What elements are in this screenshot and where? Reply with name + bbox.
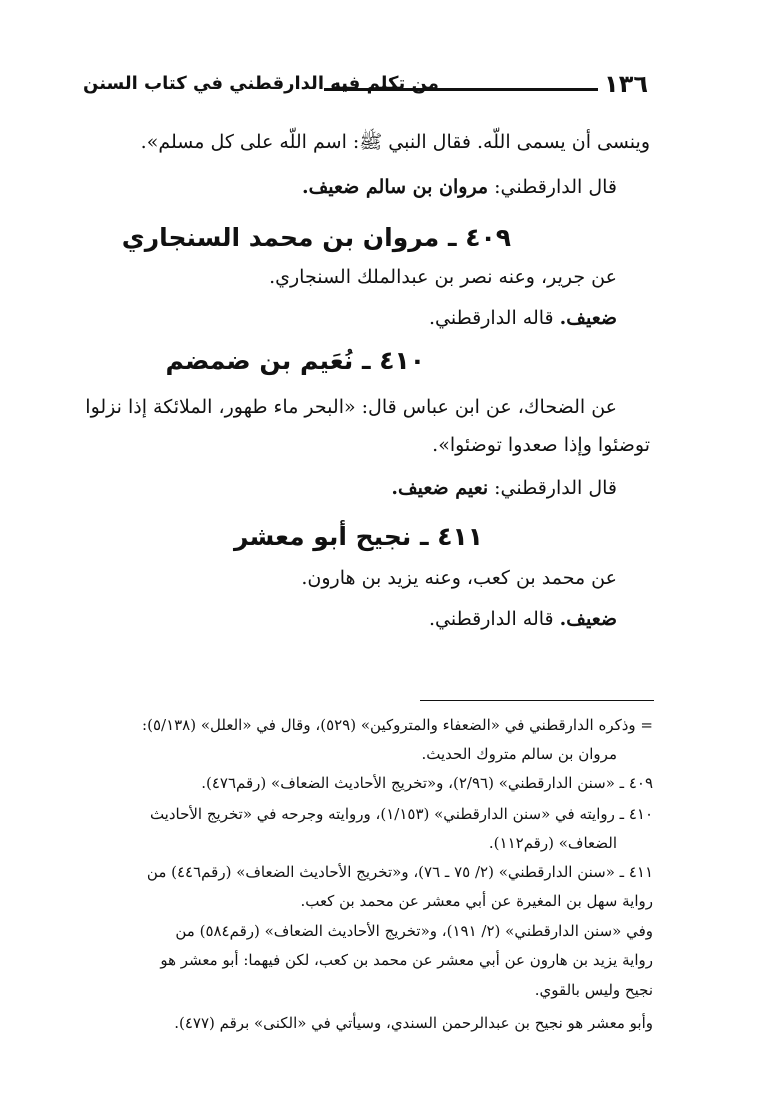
footnote-rule <box>420 700 654 701</box>
entry-411-heading: ٤١١ ـ نجيح أبو معشر <box>234 522 483 551</box>
footnote-411-line-4: رواية يزيد بن هارون عن أبي معشر عن محمد بن كعب، لكن فيهما: أبو معشر هو <box>160 951 653 969</box>
footnote-410-line-1: ٤١٠ ـ روايته في «سنن الدارقطني» (١/١٥٣)، وروايته وجرحه في «تخريج الأحاديث <box>149 805 653 823</box>
footnote-continuation-2: مروان بن سالم متروك الحديث. <box>421 745 617 763</box>
entry-409-text: عن جرير، وعنه نصر بن عبدالملك السنجاري. <box>269 266 617 288</box>
entry-411-verdict <box>429 608 617 630</box>
entry-411-verdict-rest: قاله الدارقطني. <box>428 608 560 630</box>
footnote-411-line-3: وفي «سنن الدارقطني» (٢/ ١٩١)، و«تخريج الأحاديث الضعاف» (رقم٥٨٤) من <box>175 922 653 940</box>
footnote-411-line-6: وأبو معشر هو نجيح بن عبدالرحمن السندي، وسيأتي في «الكنى» برقم (٤٧٧). <box>174 1014 653 1032</box>
entry-409-verdict <box>429 307 617 329</box>
entry-409-heading: ٤٠٩ ـ مروان بن محمد السنجاري <box>121 223 511 252</box>
footnote-continuation-1: = وذكره الدارقطني في «الضعفاء والمتروكين» (٥٢٩)، وقال في «العلل» (٥/١٣٨): <box>142 716 653 734</box>
footnote-410-line-2: الضعاف» (رقم١١٢). <box>488 834 617 852</box>
footnote-411-line-5: نجيح وليس بالقوي. <box>534 981 653 999</box>
entry-410-heading: ٤١٠ ـ نُعَيم بن ضمضم <box>165 346 425 375</box>
entry-409-verdict-rest: قاله الدارقطني. <box>428 307 560 329</box>
footnote-411-line-1: ٤١١ ـ «سنن الدارقطني» (٢/ ٧٥ ـ ٧٦)، و«تخريج الأحاديث الضعاف» (رقم٤٤٦) من <box>146 863 653 881</box>
footnote-411-line-2: رواية سهل بن المغيرة عن أبي معشر عن محمد بن كعب. <box>300 892 653 910</box>
entry-411-text: عن محمد بن كعب، وعنه يزيد بن هارون. <box>301 567 617 589</box>
body-line-1: وينسى أن يسمى اللّه. فقال النبي ﷺ: اسم اللّه على كل مسلم». <box>140 131 650 153</box>
footnote-409: ٤٠٩ ـ «سنن الدارقطني» (٢/٩٦)، و«تخريج الأحاديث الضعاف» (رقم٤٧٦). <box>201 774 653 792</box>
line2-prefix: قال الدارقطني: <box>488 176 617 198</box>
entry-410-text-2: توضئوا وإذا صعدوا توضئوا». <box>432 434 650 456</box>
entry-410-text-1: عن الضحاك، عن ابن عباس قال: «البحر ماء طهور، الملائكة إذا نزلوا <box>85 396 617 418</box>
entry-409-verdict-bold: ضعيف. <box>559 307 617 329</box>
entry-410-verdict-bold: نعيم ضعيف. <box>391 477 489 499</box>
body-line-2 <box>302 176 617 198</box>
running-title: من تكلم فيه الدارقطني في كتاب السنن <box>83 73 439 94</box>
line2-bold: مروان بن سالم ضعيف. <box>301 176 489 198</box>
entry-411-verdict-bold: ضعيف. <box>559 608 617 630</box>
entry-410-verdict-prefix: قال الدارقطني: <box>488 477 617 499</box>
entry-410-verdict <box>391 477 617 499</box>
page-number: ١٣٦ <box>604 70 648 98</box>
